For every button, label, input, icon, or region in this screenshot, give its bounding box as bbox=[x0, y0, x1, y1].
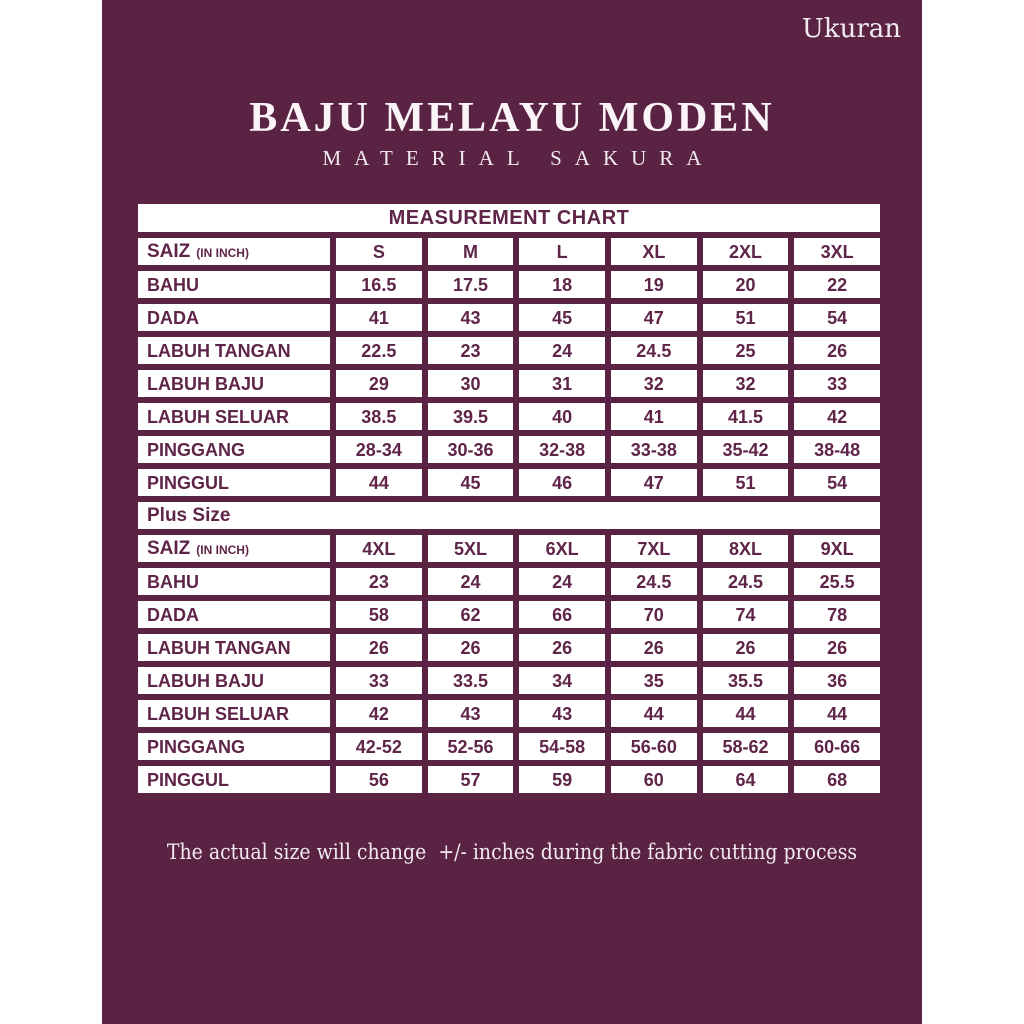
corner-label: Ukuran bbox=[801, 14, 901, 44]
measure-value-cell: 43 bbox=[519, 700, 605, 727]
chart-header: MEASUREMENT CHART bbox=[138, 204, 880, 232]
measure-label-cell: LABUH SELUAR bbox=[138, 403, 330, 430]
size-label: SAIZ bbox=[147, 241, 191, 262]
measure-value-cell: 35-42 bbox=[703, 436, 789, 463]
size-label: SAIZ bbox=[147, 538, 191, 559]
measure-value-cell: 51 bbox=[703, 469, 789, 496]
size-grid-regular bbox=[138, 238, 880, 496]
measure-value-cell: 54 bbox=[794, 304, 880, 331]
measure-value-cell: 70 bbox=[611, 601, 697, 628]
measure-value-cell: 52-56 bbox=[428, 733, 514, 760]
measure-value-cell: 16.5 bbox=[336, 271, 422, 298]
measure-value-cell: 78 bbox=[794, 601, 880, 628]
measure-value-cell: 19 bbox=[611, 271, 697, 298]
measure-label-cell: PINGGANG bbox=[138, 733, 330, 760]
size-col-header: M bbox=[428, 238, 514, 265]
measure-value-cell: 17.5 bbox=[428, 271, 514, 298]
measure-value-cell: 74 bbox=[703, 601, 789, 628]
page-subtitle: MATERIAL SAKURA bbox=[322, 146, 715, 170]
size-grid-plus bbox=[138, 535, 880, 793]
measure-value-cell: 39.5 bbox=[428, 403, 514, 430]
measure-value-cell: 54 bbox=[794, 469, 880, 496]
measure-value-cell: 29 bbox=[336, 370, 422, 397]
measure-value-cell: 41.5 bbox=[703, 403, 789, 430]
page-title: BAJU MELAYU MODEN bbox=[249, 95, 775, 141]
measure-value-cell: 40 bbox=[519, 403, 605, 430]
measure-value-cell: 23 bbox=[336, 568, 422, 595]
measure-value-cell: 26 bbox=[703, 634, 789, 661]
size-col-header: 6XL bbox=[519, 535, 605, 562]
measure-value-cell: 44 bbox=[794, 700, 880, 727]
measure-value-cell: 45 bbox=[519, 304, 605, 331]
size-header-cell bbox=[138, 238, 330, 265]
measure-value-cell: 18 bbox=[519, 271, 605, 298]
maroon-background-panel bbox=[102, 0, 922, 1024]
measure-value-cell: 24 bbox=[519, 568, 605, 595]
measure-value-cell: 64 bbox=[703, 766, 789, 793]
size-col-header: 2XL bbox=[703, 238, 789, 265]
measure-value-cell: 25.5 bbox=[794, 568, 880, 595]
measure-value-cell: 35.5 bbox=[703, 667, 789, 694]
measure-value-cell: 26 bbox=[611, 634, 697, 661]
measure-value-cell: 59 bbox=[519, 766, 605, 793]
measure-value-cell: 68 bbox=[794, 766, 880, 793]
measure-value-cell: 42 bbox=[336, 700, 422, 727]
measure-value-cell: 44 bbox=[611, 700, 697, 727]
size-col-header: S bbox=[336, 238, 422, 265]
measure-value-cell: 20 bbox=[703, 271, 789, 298]
measure-value-cell: 44 bbox=[336, 469, 422, 496]
size-col-header: XL bbox=[611, 238, 697, 265]
plus-size-section-bar: Plus Size bbox=[138, 502, 880, 529]
measure-value-cell: 24.5 bbox=[611, 337, 697, 364]
measurement-chart bbox=[138, 204, 880, 793]
size-sublabel: (IN INCH) bbox=[196, 542, 249, 557]
measure-value-cell: 60-66 bbox=[794, 733, 880, 760]
size-col-header: 4XL bbox=[336, 535, 422, 562]
measure-value-cell: 60 bbox=[611, 766, 697, 793]
measure-value-cell: 28-34 bbox=[336, 436, 422, 463]
measure-value-cell: 30-36 bbox=[428, 436, 514, 463]
measure-value-cell: 33 bbox=[794, 370, 880, 397]
measure-value-cell: 34 bbox=[519, 667, 605, 694]
size-col-header: 7XL bbox=[611, 535, 697, 562]
measure-value-cell: 26 bbox=[428, 634, 514, 661]
measure-value-cell: 58 bbox=[336, 601, 422, 628]
measure-value-cell: 43 bbox=[428, 700, 514, 727]
measure-value-cell: 47 bbox=[611, 469, 697, 496]
measure-label-cell: LABUH BAJU bbox=[138, 667, 330, 694]
measure-value-cell: 42-52 bbox=[336, 733, 422, 760]
measure-value-cell: 26 bbox=[519, 634, 605, 661]
measure-value-cell: 36 bbox=[794, 667, 880, 694]
measure-value-cell: 24 bbox=[428, 568, 514, 595]
measure-value-cell: 22.5 bbox=[336, 337, 422, 364]
measure-value-cell: 56-60 bbox=[611, 733, 697, 760]
measure-value-cell: 24 bbox=[519, 337, 605, 364]
measure-value-cell: 26 bbox=[794, 634, 880, 661]
measure-value-cell: 47 bbox=[611, 304, 697, 331]
measure-label-cell: PINGGUL bbox=[138, 766, 330, 793]
measure-label-cell: BAHU bbox=[138, 271, 330, 298]
size-header-cell bbox=[138, 535, 330, 562]
measure-label-cell: LABUH TANGAN bbox=[138, 337, 330, 364]
measure-value-cell: 22 bbox=[794, 271, 880, 298]
measure-value-cell: 26 bbox=[336, 634, 422, 661]
measure-value-cell: 31 bbox=[519, 370, 605, 397]
measure-value-cell: 43 bbox=[428, 304, 514, 331]
size-col-header: 9XL bbox=[794, 535, 880, 562]
measure-value-cell: 32 bbox=[611, 370, 697, 397]
size-col-header: 3XL bbox=[794, 238, 880, 265]
size-sublabel: (IN INCH) bbox=[196, 245, 249, 260]
measure-label-cell: BAHU bbox=[138, 568, 330, 595]
measure-value-cell: 66 bbox=[519, 601, 605, 628]
measure-label-cell: DADA bbox=[138, 304, 330, 331]
measure-value-cell: 46 bbox=[519, 469, 605, 496]
size-col-header: 8XL bbox=[703, 535, 789, 562]
size-col-header: 5XL bbox=[428, 535, 514, 562]
size-col-header: L bbox=[519, 238, 605, 265]
measure-value-cell: 32-38 bbox=[519, 436, 605, 463]
measure-value-cell: 32 bbox=[703, 370, 789, 397]
measure-value-cell: 38-48 bbox=[794, 436, 880, 463]
measure-value-cell: 33.5 bbox=[428, 667, 514, 694]
measure-value-cell: 35 bbox=[611, 667, 697, 694]
measure-label-cell: LABUH TANGAN bbox=[138, 634, 330, 661]
measure-value-cell: 62 bbox=[428, 601, 514, 628]
measure-label-cell: LABUH BAJU bbox=[138, 370, 330, 397]
measure-value-cell: 26 bbox=[794, 337, 880, 364]
measure-value-cell: 33-38 bbox=[611, 436, 697, 463]
measure-value-cell: 56 bbox=[336, 766, 422, 793]
measure-value-cell: 41 bbox=[611, 403, 697, 430]
measure-label-cell: DADA bbox=[138, 601, 330, 628]
measure-value-cell: 38.5 bbox=[336, 403, 422, 430]
measure-value-cell: 33 bbox=[336, 667, 422, 694]
measure-value-cell: 30 bbox=[428, 370, 514, 397]
measure-value-cell: 57 bbox=[428, 766, 514, 793]
measure-value-cell: 54-58 bbox=[519, 733, 605, 760]
footnote: The actual size will change +/- inches during the fabric cutting process bbox=[166, 840, 858, 864]
measure-value-cell: 45 bbox=[428, 469, 514, 496]
measure-label-cell: PINGGUL bbox=[138, 469, 330, 496]
measure-value-cell: 51 bbox=[703, 304, 789, 331]
measure-value-cell: 24.5 bbox=[703, 568, 789, 595]
measure-value-cell: 58-62 bbox=[703, 733, 789, 760]
measure-value-cell: 44 bbox=[703, 700, 789, 727]
measure-label-cell: PINGGANG bbox=[138, 436, 330, 463]
measure-label-cell: LABUH SELUAR bbox=[138, 700, 330, 727]
measure-value-cell: 23 bbox=[428, 337, 514, 364]
measure-value-cell: 41 bbox=[336, 304, 422, 331]
measure-value-cell: 25 bbox=[703, 337, 789, 364]
measure-value-cell: 42 bbox=[794, 403, 880, 430]
measure-value-cell: 24.5 bbox=[611, 568, 697, 595]
